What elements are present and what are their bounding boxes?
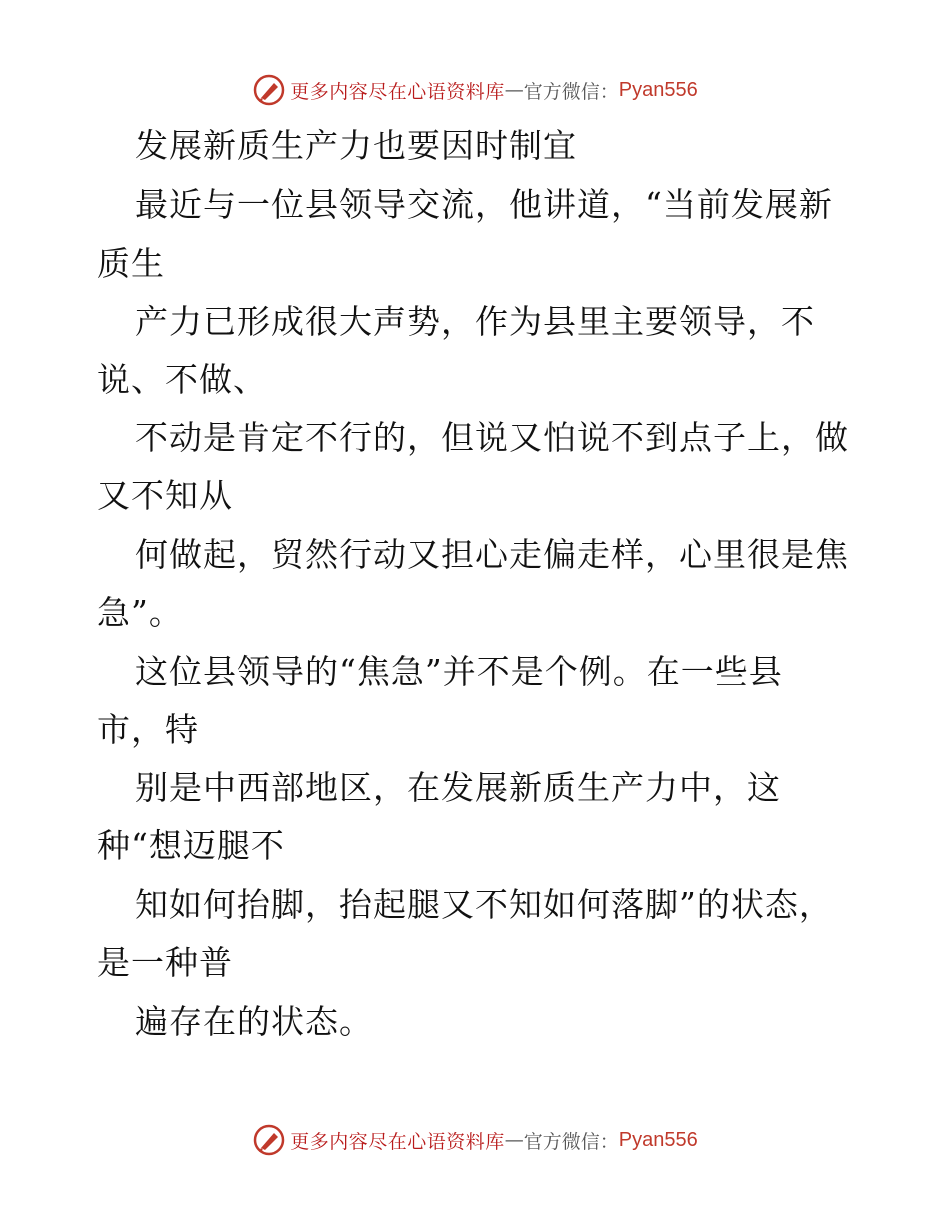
text-line: 何做起，贸然行动又担心走偏走样，心里很是焦 bbox=[135, 535, 849, 574]
text-line: 质生 bbox=[97, 244, 165, 283]
document-title: 发展新质生产力也要因时制宜 bbox=[135, 126, 577, 165]
pen-logo-icon bbox=[252, 1123, 286, 1157]
banner-text: 更多内容尽在心语资料库 bbox=[290, 80, 505, 103]
text-line: 知如何抬脚，抬起腿又不知如何落脚”的状态， bbox=[135, 885, 833, 924]
text-line: 最近与一位县领导交流，他讲道，“当前发展新 bbox=[135, 185, 833, 224]
text-line: 又不知从 bbox=[97, 476, 233, 515]
text-line: 市，特 bbox=[97, 710, 199, 749]
footer-banner bbox=[0, 1120, 950, 1160]
banner-separator: — bbox=[504, 79, 524, 101]
text-line: 遍存在的状态。 bbox=[135, 1002, 373, 1041]
text-line: 种“想迈腿不 bbox=[97, 826, 285, 865]
banner-wechat-id: Pyan556 bbox=[618, 1128, 698, 1151]
text-line: 不动是肯定不行的，但说又怕说不到点子上，做 bbox=[135, 418, 849, 457]
text-line: 说、不做、 bbox=[97, 360, 267, 399]
banner-wechat-id: Pyan556 bbox=[618, 78, 698, 101]
banner-separator: — bbox=[504, 1129, 524, 1151]
text-line: 是一种普 bbox=[97, 943, 233, 982]
text-line: 产力已形成很大声势，作为县里主要领导，不 bbox=[135, 302, 815, 341]
pen-logo-icon bbox=[252, 73, 286, 107]
text-line: 别是中西部地区，在发展新质生产力中，这 bbox=[135, 768, 781, 807]
text-line: 这位县领导的“焦急”并不是个例。在一些县 bbox=[135, 652, 783, 691]
banner-wechat-label: 官方微信： bbox=[523, 1130, 619, 1153]
banner-wechat-label: 官方微信： bbox=[523, 80, 619, 103]
banner-text: 更多内容尽在心语资料库 bbox=[290, 1130, 505, 1153]
text-line: 急”。 bbox=[97, 593, 183, 632]
header-banner bbox=[0, 70, 950, 110]
